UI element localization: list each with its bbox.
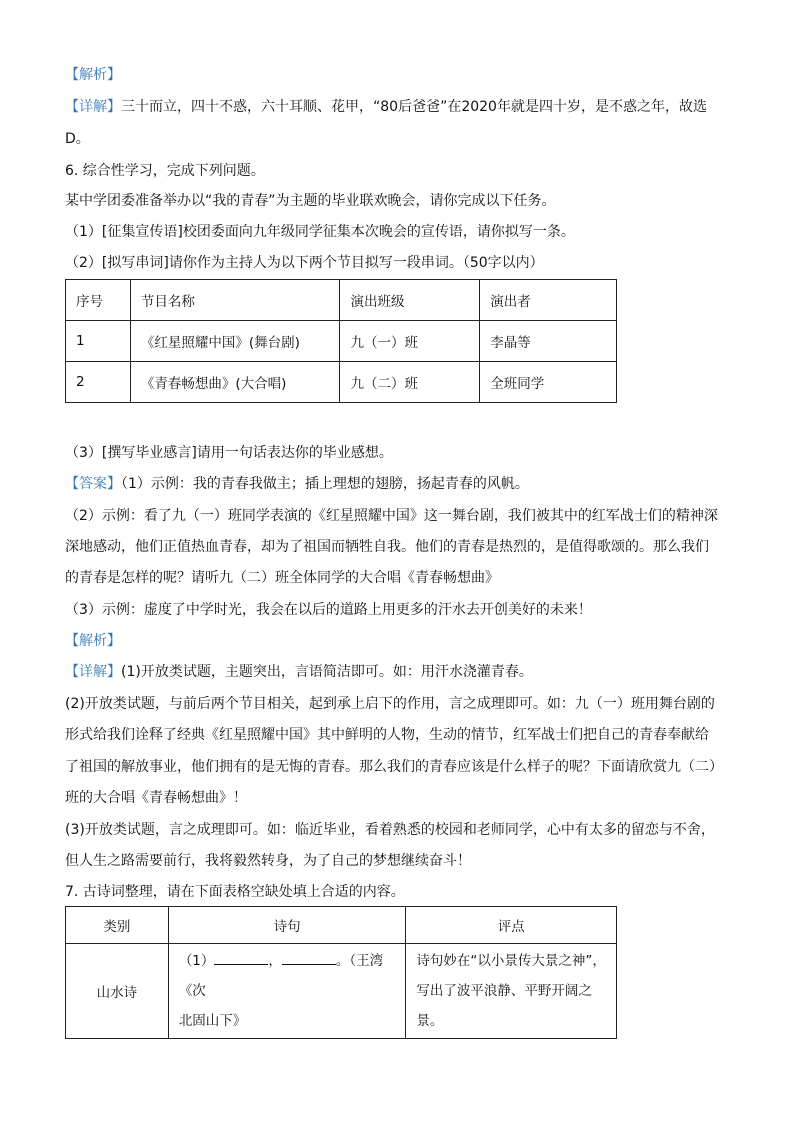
header-cell: 诗句 [168,907,406,944]
fill-blank-1[interactable] [214,950,268,965]
q6-d2-l4: 班的大合唱《青春畅想曲》！ [65,790,247,806]
q6-d2-l2: 形式给我们诠释了经典《红星照耀中国》其中鲜明的人物，生动的情节，红军战士们把自己的青春奉献给 [65,727,709,743]
q6-answer1: （1）示例：我的青春我做主；插上理想的翅膀，扬起青春的风帆。 [121,476,529,492]
table-cell: 1 [66,321,131,362]
table-header-row [66,280,617,321]
header-cell: 评点 [406,907,617,944]
q6-d1: (1)开放类试题，主题突出，言语简洁即可。如：用汗水浇灌青春。 [121,664,533,680]
table-row [66,321,617,362]
q7-poem-table [65,906,617,1039]
poem-line2: 北固山下》 [178,1013,247,1029]
q6-task1: （1）[征集宣传语]校团委面向九年级同学征集本次晚会的宣传语，请你拟写一条。 [65,224,575,240]
q6-task2: （2）[拟写串词]请你作为主持人为以下两个节目拟写一段串词。（50字以内） [65,255,544,271]
header-cell: 演出者 [480,280,617,321]
q6-title: 6. 综合性学习，完成下列问题。 [65,163,265,179]
q6-d2-l3: 了祖国的解放事业，他们拥有的是无悔的青春。那么我们的青春应该是什么样子的呢？下面请欣赏九（二） [65,759,723,775]
poem-after: 。（王湾《次 [178,953,384,999]
header-cell: 序号 [66,280,131,321]
poem-cell [168,944,406,1039]
comment-line1: 诗句妙在“以小景传大景之神”， [416,953,606,969]
q5-detail-text: 三十而立，四十不惑，六十耳顺、花甲，“80后爸爸”在2020年就是四十岁，是不惑之年，故选 [121,99,707,115]
fill-blank-2[interactable] [282,950,336,965]
comment-line2: 写出了波平浪静、平野开阔之景。 [416,983,592,1029]
q6-d2-l1: (2)开放类试题，与前后两个节目相关，起到承上启下的作用，言之成理即可。如：九（一）班用舞台剧的 [65,696,715,712]
table-header-row [66,907,617,944]
header-cell: 节目名称 [130,280,340,321]
poem-comma: ， [268,953,282,969]
header-cell: 演出班级 [340,280,480,321]
q6-program-table [65,279,617,403]
q6-answer2-l1: （2）示例：看了九（一）班同学表演的《红星照耀中国》这一舞台剧，我们被其中的红军战士们的精神深 [65,508,718,524]
table-row [66,944,617,1039]
q7-title: 7. 古诗词整理，请在下面表格空缺处填上合适的内容。 [65,884,405,900]
q6-d3-l2: 但人生之路需要前行，我将毅然转身，为了自己的梦想继续奋斗！ [65,853,471,869]
table-cell: 2 [66,362,131,403]
q6-answer2-l3: 的青春是怎样的呢？请听九（二）班全体同学的大合唱《青春畅想曲》 [65,570,499,586]
q6-intro: 某中学团委准备举办以“我的青春”为主题的毕业联欢晚会，请你完成以下任务。 [65,193,556,209]
q5-detail-line1 [65,96,735,118]
table-cell: 九（一）班 [340,321,480,362]
table-cell: 李晶等 [480,321,617,362]
category-cell: 山水诗 [66,944,169,1039]
q6-answer2-l2: 深地感动，他们正值热血青春，却为了祖国而牺牲自我。他们的青春是热烈的，是值得歌颂的。那么我们 [65,539,709,555]
table-row [66,362,617,403]
q6-d3-l1: (3)开放类试题，言之成理即可。如：临近毕业，看着熟悉的校园和老师同学，心中有太多的留恋与不舍， [65,822,715,838]
header-cell: 类别 [66,907,169,944]
table-cell: 《青春畅想曲》(大合唱) [130,362,340,403]
q6-detail-tag: 【详解】 [65,664,121,680]
q6-analysis-tag: 【解析】 [65,633,121,649]
q6-task3: （3）[撰写毕业感言]请用一句话表达你的毕业感想。 [65,445,393,461]
q5-detail-tag: 【详解】 [65,99,121,115]
q6-answer-tag: 【答案】 [65,476,121,492]
poem-prefix: （1） [178,953,215,969]
comment-cell [406,944,617,1039]
table-cell: 九（二）班 [340,362,480,403]
q5-analysis-tag: 【解析】 [65,67,121,83]
q5-detail-line2: D。 [65,131,90,147]
q6-answer1-line [65,473,735,495]
table-cell: 全班同学 [480,362,617,403]
q6-detail-1 [65,661,735,683]
q6-answer3: （3）示例：虚度了中学时光，我会在以后的道路上用更多的汗水去开创美好的未来！ [65,602,592,618]
table-cell: 《红星照耀中国》(舞台剧) [130,321,340,362]
